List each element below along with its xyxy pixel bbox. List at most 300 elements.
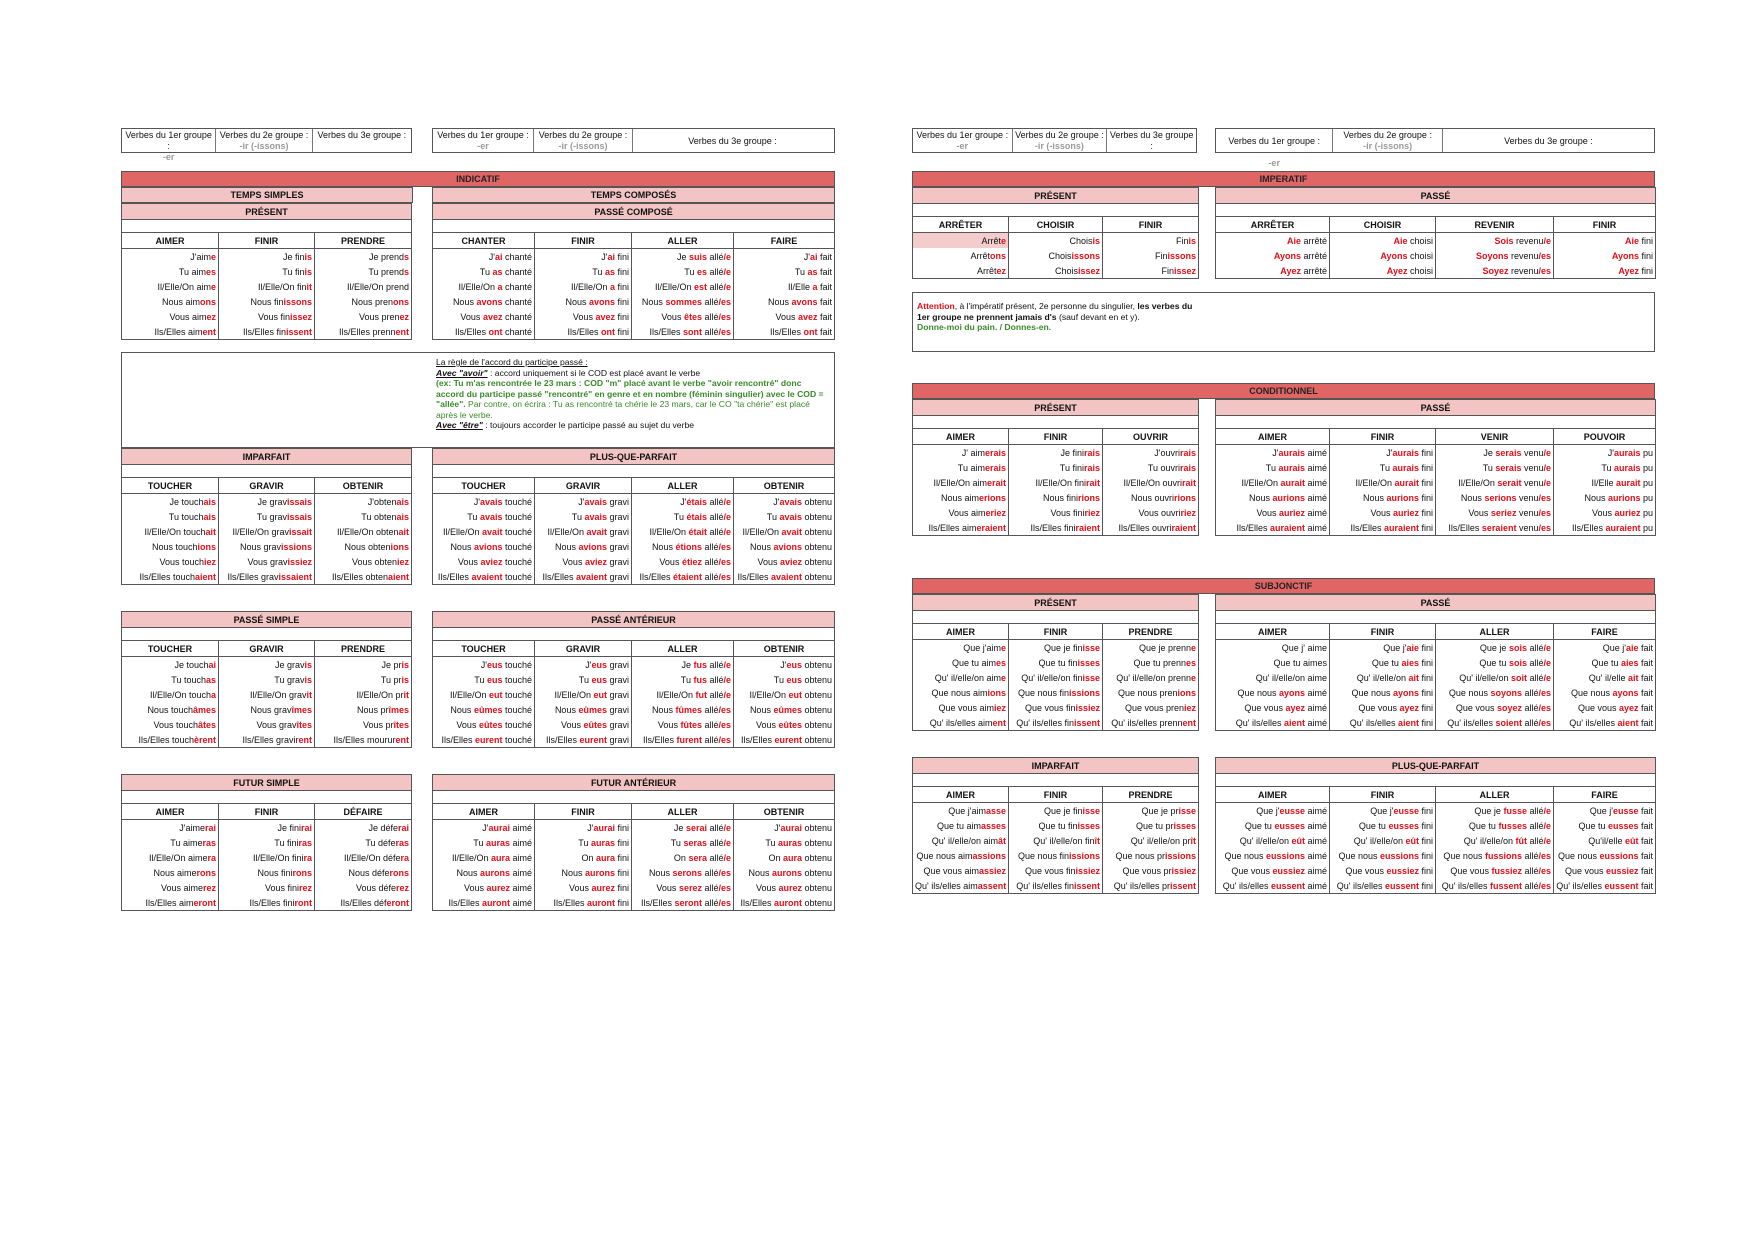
indicatif-present-row bbox=[122, 309, 412, 324]
indicatif-imparfait-cell: Il/Elle/On gravissait bbox=[219, 524, 315, 539]
spacer bbox=[1216, 611, 1656, 624]
indicatif-passe-compose-cell: Nous avons fait bbox=[734, 294, 835, 309]
conditionnel-passe-cell: J'aurais fini bbox=[1330, 445, 1436, 461]
subjonctif-plus-que-parfait-row bbox=[1216, 848, 1656, 863]
conditionnel-passe-cell: Ils/Elles seraient venu/es bbox=[1436, 520, 1554, 536]
indicatif-futur-simple-title: FUTUR SIMPLE bbox=[122, 775, 412, 791]
indicatif-passe-simple-cell: Vous gravîtes bbox=[219, 717, 315, 732]
subjonctif-imparfait-cell: Que nous finissions bbox=[1009, 848, 1103, 863]
imperatif-passe-cell: Ayons fini bbox=[1554, 248, 1656, 263]
indicatif-passe-simple-cell: Je gravis bbox=[219, 657, 315, 673]
spacer bbox=[913, 416, 1199, 429]
indicatif-plus-que-parfait-table bbox=[432, 448, 835, 585]
indicatif-plus-que-parfait-cell: Tu avais obtenu bbox=[734, 509, 835, 524]
indicatif-passe-simple-cell: Nous gravîmes bbox=[219, 702, 315, 717]
subjonctif-passe-cell: Que nous ayons fini bbox=[1330, 685, 1436, 700]
indicatif-futur-simple-table bbox=[121, 774, 412, 911]
subjonctif-imparfait-cell: Que j'aimasse bbox=[913, 803, 1009, 819]
conditionnel-passe-cell: Ils/Elles auraient aimé bbox=[1216, 520, 1330, 536]
indicatif-plus-que-parfait-cell: Ils/Elles avaient gravi bbox=[535, 569, 632, 585]
indicatif-plus-que-parfait-row bbox=[433, 554, 835, 569]
subjonctif-present-cell: Qu' ils/elles aiment bbox=[913, 715, 1009, 731]
indicatif-futur-anterieur-cell: Tu auras fini bbox=[535, 835, 632, 850]
indicatif-futur-anterieur-row bbox=[433, 865, 835, 880]
subjonctif-passe-cell: Qu' ils/elles soient allé/es bbox=[1436, 715, 1554, 731]
subjonctif-present-cell: Que tu aimes bbox=[913, 655, 1009, 670]
imperatif-passe-cell: Soyez revenu/es bbox=[1436, 263, 1554, 279]
subjonctif-imparfait-table bbox=[912, 757, 1199, 894]
indicatif-passe-compose-cell: Ils/Elles ont chanté bbox=[433, 324, 535, 340]
indicatif-passe-simple-cell: Ils/Elles gravirent bbox=[219, 732, 315, 748]
conditionnel-passe-cell: Nous serions venu/es bbox=[1436, 490, 1554, 505]
subjonctif-present-table bbox=[912, 594, 1199, 731]
indicatif-passe-compose-cell: Nous sommes allé/es bbox=[632, 294, 734, 309]
indicatif-passe-anterieur-cell: Il/Elle/On fut allé/e bbox=[632, 687, 734, 702]
legend-group-2 bbox=[432, 128, 835, 153]
indicatif-futur-simple-row bbox=[122, 880, 412, 895]
indicatif-futur-anterieur-cell: Ils/Elles auront obtenu bbox=[734, 895, 835, 911]
indicatif-plus-que-parfait-cell: Ils/Elles étaient allé/es bbox=[632, 569, 734, 585]
subjonctif-imparfait-row bbox=[913, 878, 1199, 894]
indicatif-futur-anterieur-cell: Nous serons allé/es bbox=[632, 865, 734, 880]
indicatif-futur-simple-row bbox=[122, 895, 412, 911]
subjonctif-plus-que-parfait-row bbox=[1216, 818, 1656, 833]
conditionnel-present-table bbox=[912, 399, 1199, 536]
indicatif-futur-simple-cell: Ils/Elles aimeront bbox=[122, 895, 219, 911]
indicatif-futur-anterieur-row bbox=[433, 850, 835, 865]
subjonctif-plus-que-parfait-verb-header: FINIR bbox=[1330, 787, 1436, 803]
legend-group-1 bbox=[121, 128, 412, 162]
indicatif-passe-compose-cell: Nous avons fini bbox=[535, 294, 632, 309]
subjonctif-plus-que-parfait-cell: Que nous eussions fini bbox=[1330, 848, 1436, 863]
indicatif-futur-simple-cell: Vous aimerez bbox=[122, 880, 219, 895]
indicatif-passe-simple-row bbox=[122, 672, 412, 687]
legend-1er-groupe: Verbes du 1er groupe : -er bbox=[433, 129, 534, 152]
indicatif-passe-anterieur-cell: Ils/Elles eurent gravi bbox=[535, 732, 632, 748]
subjonctif-present-row bbox=[913, 670, 1199, 685]
indicatif-plus-que-parfait-row bbox=[433, 509, 835, 524]
indicatif-passe-anterieur-cell: Nous fûmes allé/es bbox=[632, 702, 734, 717]
indicatif-futur-simple-cell: Nous aimerons bbox=[122, 865, 219, 880]
indicatif-imparfait-row bbox=[122, 509, 412, 524]
subjonctif-present-verb-header: AIMER bbox=[913, 624, 1009, 640]
indicatif-present-cell: Ils/Elles aiment bbox=[122, 324, 219, 340]
indicatif-passe-anterieur-cell: Tu eus obtenu bbox=[734, 672, 835, 687]
indicatif-futur-simple-verb-header: DÉFAIRE bbox=[315, 804, 412, 820]
indicatif-present-cell: Nous finissons bbox=[219, 294, 315, 309]
subjonctif-passe-row bbox=[1216, 700, 1656, 715]
imperatif-passe-table bbox=[1215, 187, 1656, 279]
subjonctif-plus-que-parfait-cell: Que tu eusses fait bbox=[1554, 818, 1656, 833]
subjonctif-passe-verb-header: ALLER bbox=[1436, 624, 1554, 640]
indicatif-plus-que-parfait-title: PLUS-QUE-PARFAIT bbox=[433, 449, 835, 465]
indicatif-passe-compose-cell: J'ai fini bbox=[535, 249, 632, 265]
conditionnel-present-cell: Je finirais bbox=[1009, 445, 1103, 461]
conditionnel-passe-cell: Nous aurions aimé bbox=[1216, 490, 1330, 505]
subjonctif-present-cell: Qu' il/elle/on finisse bbox=[1009, 670, 1103, 685]
subjonctif-imparfait-cell: Que nous prissions bbox=[1103, 848, 1199, 863]
indicatif-imparfait-cell: Je touchais bbox=[122, 494, 219, 510]
indicatif-present-cell: Je finis bbox=[219, 249, 315, 265]
subjonctif-present-row bbox=[913, 640, 1199, 656]
indicatif-present-row bbox=[122, 264, 412, 279]
indicatif-plus-que-parfait-verb-header: ALLER bbox=[632, 478, 734, 494]
subjonctif-passe-verb-header: FINIR bbox=[1330, 624, 1436, 640]
conditionnel-passe-cell: Vous seriez venu/es bbox=[1436, 505, 1554, 520]
indicatif-passe-simple-verb-header: GRAVIR bbox=[219, 641, 315, 657]
subjonctif-plus-que-parfait-cell: Qu' il/elle/on fût allé/e bbox=[1436, 833, 1554, 848]
indicatif-futur-anterieur-cell: Vous serez allé/es bbox=[632, 880, 734, 895]
indicatif-passe-anterieur-cell: Ils/Elles furent allé/es bbox=[632, 732, 734, 748]
subjonctif-present-cell: Que je prenne bbox=[1103, 640, 1199, 656]
indicatif-imparfait-cell: Ils/Elles gravissaient bbox=[219, 569, 315, 585]
indicatif-plus-que-parfait-verb-header: TOUCHER bbox=[433, 478, 535, 494]
note-etre: Avec "être" : toujours accorder le participe passé au sujet du verbe bbox=[436, 420, 695, 430]
indicatif-passe-anterieur-cell: J'eus touché bbox=[433, 657, 535, 673]
subjonctif-passe-row bbox=[1216, 685, 1656, 700]
indicatif-futur-anterieur-cell: Vous aurez obtenu bbox=[734, 880, 835, 895]
indicatif-futur-anterieur-verb-header: ALLER bbox=[632, 804, 734, 820]
indicatif-futur-anterieur-cell: Vous aurez fini bbox=[535, 880, 632, 895]
indicatif-futur-simple-cell: Tu aimeras bbox=[122, 835, 219, 850]
indicatif-passe-compose-cell: Ils/Elles ont fini bbox=[535, 324, 632, 340]
conditionnel-bar: CONDITIONNEL bbox=[912, 383, 1655, 399]
indicatif-futur-anterieur-cell: Tu seras allé/e bbox=[632, 835, 734, 850]
indicatif-plus-que-parfait-cell: J'avais obtenu bbox=[734, 494, 835, 510]
subjonctif-passe-table bbox=[1215, 594, 1656, 731]
note-avoir: Avec "avoir" : accord uniquement si le COD est placé avant le verbe bbox=[436, 367, 701, 378]
imperatif-passe-verb-header: FINIR bbox=[1554, 217, 1656, 233]
indicatif-passe-compose-cell: Tu as fait bbox=[734, 264, 835, 279]
indicatif-imparfait-cell: Vous obteniez bbox=[315, 554, 412, 569]
indicatif-futur-anterieur-cell: Vous aurez aimé bbox=[433, 880, 535, 895]
subjonctif-imparfait-cell: Que je prisse bbox=[1103, 803, 1199, 819]
conditionnel-passe-cell: Tu aurais aimé bbox=[1216, 460, 1330, 475]
indicatif-futur-simple-cell: Ils/Elles déferont bbox=[315, 895, 412, 911]
conditionnel-passe-verb-header: POUVOIR bbox=[1554, 429, 1656, 445]
indicatif-imparfait-verb-header: TOUCHER bbox=[122, 478, 219, 494]
conditionnel-present-row bbox=[913, 490, 1199, 505]
imperatif-present-cell: Finissons bbox=[1103, 248, 1199, 263]
indicatif-futur-simple-cell: Il/Elle/On finira bbox=[219, 850, 315, 865]
subjonctif-passe-cell: Que nous ayons fait bbox=[1554, 685, 1656, 700]
indicatif-passe-compose-cell: Vous êtes allé/es bbox=[632, 309, 734, 324]
conditionnel-passe-cell: Ils/Elles auraient fini bbox=[1330, 520, 1436, 536]
subjonctif-present-cell: Que nous finissions bbox=[1009, 685, 1103, 700]
indicatif-passe-compose-cell: Vous avez chanté bbox=[433, 309, 535, 324]
indicatif-plus-que-parfait-cell: Tu avais touché bbox=[433, 509, 535, 524]
indicatif-passe-anterieur-verb-header: OBTENIR bbox=[734, 641, 835, 657]
indicatif-passe-simple-cell: Vous prîtes bbox=[315, 717, 412, 732]
indicatif-plus-que-parfait-row bbox=[433, 539, 835, 554]
indicatif-passe-simple-cell: Je pris bbox=[315, 657, 412, 673]
conditionnel-present-cell: Ils/Elles finiraient bbox=[1009, 520, 1103, 536]
conditionnel-present-cell: J' aimerais bbox=[913, 445, 1009, 461]
subjonctif-passe-cell: Que j' aime bbox=[1216, 640, 1330, 656]
indicatif-futur-anterieur-verb-header: OBTENIR bbox=[734, 804, 835, 820]
indicatif-present-cell: Il/Elle/On prend bbox=[315, 279, 412, 294]
subjonctif-imparfait-cell: Que vous aimassiez bbox=[913, 863, 1009, 878]
conditionnel-passe-cell: Il/Elle/On aurait fini bbox=[1330, 475, 1436, 490]
imperatif-present-verb-header: CHOISIR bbox=[1009, 217, 1103, 233]
subjonctif-passe-cell: Que tu aies fait bbox=[1554, 655, 1656, 670]
indicatif-bar: INDICATIF bbox=[121, 171, 835, 187]
subjonctif-plus-que-parfait-row bbox=[1216, 833, 1656, 848]
legend-1er-groupe: Verbes du 1er groupe : -er bbox=[122, 129, 216, 152]
conditionnel-present-cell: Nous finirions bbox=[1009, 490, 1103, 505]
indicatif-imparfait-cell: Vous touchiez bbox=[122, 554, 219, 569]
indicatif-present-cell: Tu aimes bbox=[122, 264, 219, 279]
subjonctif-imparfait-verb-header: FINIR bbox=[1009, 787, 1103, 803]
indicatif-passe-compose-verb-header: CHANTER bbox=[433, 233, 535, 249]
note-title: La règle de l'accord du participe passé : bbox=[436, 357, 588, 367]
indicatif-futur-anterieur-verb-header: AIMER bbox=[433, 804, 535, 820]
indicatif-futur-anterieur-cell: Ils/Elles auront fini bbox=[535, 895, 632, 911]
imperatif-present-table bbox=[912, 187, 1199, 279]
indicatif-passe-simple-cell: Tu touchas bbox=[122, 672, 219, 687]
indicatif-passe-anterieur-verb-header: GRAVIR bbox=[535, 641, 632, 657]
indicatif-futur-anterieur-row bbox=[433, 880, 835, 895]
subjonctif-plus-que-parfait-cell: Que vous fussiez allé/es bbox=[1436, 863, 1554, 878]
indicatif-passe-anterieur-verb-header: TOUCHER bbox=[433, 641, 535, 657]
subjonctif-passe-cell: Qu' il/elle/on aime bbox=[1216, 670, 1330, 685]
indicatif-passe-simple-title: PASSÉ SIMPLE bbox=[122, 612, 412, 628]
indicatif-passe-anterieur-cell: Je fus allé/e bbox=[632, 657, 734, 673]
subjonctif-passe-cell: Qu' il/elle/on ait fini bbox=[1330, 670, 1436, 685]
imperatif-present-cell: Arrêtez bbox=[913, 263, 1009, 279]
imperatif-note: Attention, à l'impératif présent, 2e personne du singulier, les verbes du 1er groupe ne prennent jamais d's (sauf devant en et y). Donne-moi du pain. / Donnes-en. bbox=[912, 292, 1655, 352]
indicatif-imparfait-cell: Il/Elle/On touchait bbox=[122, 524, 219, 539]
indicatif-plus-que-parfait-cell: Nous étions allé/es bbox=[632, 539, 734, 554]
conditionnel-passe-row bbox=[1216, 505, 1656, 520]
indicatif-passe-anterieur-cell: Nous eûmes touché bbox=[433, 702, 535, 717]
indicatif-futur-anterieur-table bbox=[432, 774, 835, 911]
indicatif-imparfait-cell: J'obtenais bbox=[315, 494, 412, 510]
subjonctif-passe-cell: Qu' il/elle/on soit allé/e bbox=[1436, 670, 1554, 685]
conditionnel-present-title: PRÉSENT bbox=[913, 400, 1199, 416]
subjonctif-passe-cell: Que j'aie fini bbox=[1330, 640, 1436, 656]
indicatif-futur-simple-verb-header: FINIR bbox=[219, 804, 315, 820]
imperatif-passe-cell: Ayez choisi bbox=[1330, 263, 1436, 279]
legend-3e-groupe: Verbes du 3e groupe : bbox=[317, 130, 407, 140]
conditionnel-present-row bbox=[913, 445, 1199, 461]
indicatif-present-cell: Ils/Elles finissent bbox=[219, 324, 315, 340]
subjonctif-plus-que-parfait-cell: Qu' il/elle/on eût aimé bbox=[1216, 833, 1330, 848]
indicatif-futur-simple-cell: Je finirai bbox=[219, 820, 315, 836]
subjonctif-passe-cell: Que tu aies fini bbox=[1330, 655, 1436, 670]
indicatif-imparfait-row bbox=[122, 554, 412, 569]
indicatif-passe-anterieur-cell: Vous fûtes allé/es bbox=[632, 717, 734, 732]
spacer bbox=[1216, 416, 1656, 429]
subjonctif-passe-cell: Que tu sois allé/e bbox=[1436, 655, 1554, 670]
subjonctif-plus-que-parfait-cell: Que nous fussions allé/es bbox=[1436, 848, 1554, 863]
subjonctif-present-cell: Que tu finisses bbox=[1009, 655, 1103, 670]
subjonctif-passe-cell: Que nous soyons allé/es bbox=[1436, 685, 1554, 700]
indicatif-imparfait-cell: Nous gravissions bbox=[219, 539, 315, 554]
conditionnel-present-verb-header: FINIR bbox=[1009, 429, 1103, 445]
conditionnel-present-verb-header: OUVRIR bbox=[1103, 429, 1199, 445]
subjonctif-plus-que-parfait-cell: Qu'il/elle eût fait bbox=[1554, 833, 1656, 848]
subjonctif-present-cell: Qu' il/elle/on prenne bbox=[1103, 670, 1199, 685]
indicatif-passe-anterieur-cell: Ils/Elles eurent touché bbox=[433, 732, 535, 748]
conditionnel-passe-cell: Je serais venu/e bbox=[1436, 445, 1554, 461]
indicatif-futur-anterieur-row bbox=[433, 835, 835, 850]
subjonctif-imparfait-cell: Que je finisse bbox=[1009, 803, 1103, 819]
conditionnel-passe-table bbox=[1215, 399, 1656, 536]
imperatif-passe-cell: Aie arrêté bbox=[1216, 233, 1330, 249]
indicatif-passe-anterieur-title: PASSÉ ANTÉRIEUR bbox=[433, 612, 835, 628]
subjonctif-passe-cell: Que j'aie fait bbox=[1554, 640, 1656, 656]
indicatif-passe-compose-cell: Vous avez fait bbox=[734, 309, 835, 324]
subjonctif-present-row bbox=[913, 700, 1199, 715]
subjonctif-passe-cell: Que nous ayons aimé bbox=[1216, 685, 1330, 700]
indicatif-passe-anterieur-cell: Vous eûtes gravi bbox=[535, 717, 632, 732]
indicatif-passe-simple-cell: Ils/Elles touchèrent bbox=[122, 732, 219, 748]
subjonctif-plus-que-parfait-cell: Que vous eussiez fait bbox=[1554, 863, 1656, 878]
indicatif-passe-simple-row bbox=[122, 657, 412, 673]
subjonctif-imparfait-cell: Qu' il/elle/on finît bbox=[1009, 833, 1103, 848]
conditionnel-present-cell: Il/Elle/On ouvrirait bbox=[1103, 475, 1199, 490]
indicatif-passe-simple-cell: Je touchai bbox=[122, 657, 219, 673]
subjonctif-plus-que-parfait-cell: Que nous eussions aimé bbox=[1216, 848, 1330, 863]
subjonctif-passe-row bbox=[1216, 670, 1656, 685]
imperatif-present-row bbox=[913, 248, 1199, 263]
subjonctif-plus-que-parfait-cell: Qu' ils/elles eussent aimé bbox=[1216, 878, 1330, 894]
indicatif-imparfait-verb-header: OBTENIR bbox=[315, 478, 412, 494]
indicatif-passe-simple-cell: Tu pris bbox=[315, 672, 412, 687]
conditionnel-present-cell: Vous finiriez bbox=[1009, 505, 1103, 520]
indicatif-futur-anterieur-row bbox=[433, 895, 835, 911]
indicatif-imparfait-cell: Il/Elle/On obtenait bbox=[315, 524, 412, 539]
indicatif-futur-anterieur-cell: Nous aurons obtenu bbox=[734, 865, 835, 880]
indicatif-present-row bbox=[122, 249, 412, 265]
subjonctif-present-title: PRÉSENT bbox=[913, 595, 1199, 611]
subjonctif-imparfait-cell: Qu' il/elle/on prît bbox=[1103, 833, 1199, 848]
indicatif-plus-que-parfait-cell: Tu étais allé/e bbox=[632, 509, 734, 524]
conditionnel-present-row bbox=[913, 505, 1199, 520]
indicatif-passe-anterieur-row bbox=[433, 687, 835, 702]
indicatif-futur-anterieur-title: FUTUR ANTÉRIEUR bbox=[433, 775, 835, 791]
subjonctif-present-cell: Que nous prenions bbox=[1103, 685, 1199, 700]
indicatif-present-cell: J'aime bbox=[122, 249, 219, 265]
conditionnel-passe-cell: Vous auriez pu bbox=[1554, 505, 1656, 520]
indicatif-passe-anterieur-row bbox=[433, 717, 835, 732]
indicatif-futur-simple-cell: Ils/Elles finiront bbox=[219, 895, 315, 911]
indicatif-futur-simple-row bbox=[122, 865, 412, 880]
indicatif-present-cell: Il/Elle/On finit bbox=[219, 279, 315, 294]
imperatif-passe-verb-header: ARRÊTER bbox=[1216, 217, 1330, 233]
indicatif-plus-que-parfait-cell: Vous étiez allé/es bbox=[632, 554, 734, 569]
indicatif-plus-que-parfait-cell: Ils/Elles avaient obtenu bbox=[734, 569, 835, 585]
imperatif-present-title: PRÉSENT bbox=[913, 188, 1199, 204]
indicatif-passe-compose-row bbox=[433, 324, 835, 340]
indicatif-plus-que-parfait-cell: Nous avions obtenu bbox=[734, 539, 835, 554]
indicatif-present-cell: Vous prenez bbox=[315, 309, 412, 324]
spacer bbox=[913, 611, 1199, 624]
spacer bbox=[433, 791, 835, 804]
indicatif-futur-anterieur-cell: Ils/Elles auront aimé bbox=[433, 895, 535, 911]
legend-1er-groupe: Verbes du 1er groupe : -er bbox=[1216, 129, 1333, 152]
conditionnel-passe-cell: J'aurais pu bbox=[1554, 445, 1656, 461]
temps-composes-bar: TEMPS COMPOSÉS bbox=[432, 187, 835, 203]
legend-3e-groupe: Verbes du 3e groupe : bbox=[688, 136, 777, 146]
indicatif-passe-compose-cell: J'ai chanté bbox=[433, 249, 535, 265]
indicatif-passe-compose-cell: Il/Elle/On est allé/e bbox=[632, 279, 734, 294]
subjonctif-plus-que-parfait-cell: Qu' il/elle/on eût fini bbox=[1330, 833, 1436, 848]
subjonctif-plus-que-parfait-cell: Que tu eusses aimé bbox=[1216, 818, 1330, 833]
indicatif-passe-anterieur-row bbox=[433, 702, 835, 717]
imperatif-present-row bbox=[913, 233, 1199, 249]
legend-3e-groupe: Verbes du 3e groupe : bbox=[1109, 130, 1194, 151]
imperatif-present-cell: Choisissons bbox=[1009, 248, 1103, 263]
conditionnel-passe-row bbox=[1216, 475, 1656, 490]
indicatif-passe-simple-row bbox=[122, 687, 412, 702]
indicatif-plus-que-parfait-cell: Il/Elle/On avait obtenu bbox=[734, 524, 835, 539]
subjonctif-present-row bbox=[913, 685, 1199, 700]
conditionnel-passe-cell: Tu serais venu/e bbox=[1436, 460, 1554, 475]
indicatif-futur-anterieur-cell: J'aurai obtenu bbox=[734, 820, 835, 836]
subjonctif-passe-row bbox=[1216, 715, 1656, 731]
subjonctif-plus-que-parfait-cell: Que tu fusses allé/e bbox=[1436, 818, 1554, 833]
spacer bbox=[433, 220, 835, 233]
imperatif-passe-cell: Ayez fini bbox=[1554, 263, 1656, 279]
indicatif-plus-que-parfait-cell: Vous aviez gravi bbox=[535, 554, 632, 569]
indicatif-futur-anterieur-cell: On aura fini bbox=[535, 850, 632, 865]
indicatif-passe-anterieur-cell: Nous eûmes gravi bbox=[535, 702, 632, 717]
indicatif-imparfait-row bbox=[122, 494, 412, 510]
spacer bbox=[913, 774, 1199, 787]
indicatif-passe-compose-cell: Il/Elle/On a chanté bbox=[433, 279, 535, 294]
indicatif-imparfait-cell: Tu touchais bbox=[122, 509, 219, 524]
indicatif-passe-simple-cell: Nous prîmes bbox=[315, 702, 412, 717]
indicatif-passe-anterieur-cell: Vous eûtes touché bbox=[433, 717, 535, 732]
imperatif-bar: IMPERATIF bbox=[912, 171, 1655, 187]
indicatif-futur-anterieur-cell: Tu auras aimé bbox=[433, 835, 535, 850]
subjonctif-passe-cell: Qu' ils/elles aient fait bbox=[1554, 715, 1656, 731]
subjonctif-bar: SUBJONCTIF bbox=[912, 578, 1655, 594]
indicatif-futur-anterieur-cell: J'aurai fini bbox=[535, 820, 632, 836]
indicatif-passe-anterieur-cell: Tu eus touché bbox=[433, 672, 535, 687]
spacer bbox=[122, 465, 412, 478]
indicatif-futur-simple-cell: Je déferai bbox=[315, 820, 412, 836]
spacer bbox=[433, 628, 835, 641]
legend-3e-groupe: Verbes du 3e groupe : bbox=[1504, 136, 1593, 146]
indicatif-passe-anterieur-cell: Nous eûmes obtenu bbox=[734, 702, 835, 717]
spacer bbox=[122, 791, 412, 804]
indicatif-present-cell: Tu finis bbox=[219, 264, 315, 279]
indicatif-plus-que-parfait-cell: Nous avions gravi bbox=[535, 539, 632, 554]
imperatif-present-verb-header: FINIR bbox=[1103, 217, 1199, 233]
subjonctif-imparfait-cell: Que vous prissiez bbox=[1103, 863, 1199, 878]
subjonctif-plus-que-parfait-cell: Que je fusse allé/e bbox=[1436, 803, 1554, 819]
conditionnel-passe-title: PASSÉ bbox=[1216, 400, 1656, 416]
subjonctif-present-cell: Qu' ils/elles prennent bbox=[1103, 715, 1199, 731]
subjonctif-passe-cell: Que je sois allé/e bbox=[1436, 640, 1554, 656]
indicatif-futur-anterieur-cell: Ils/Elles seront allé/es bbox=[632, 895, 734, 911]
note-example: (ex: Tu m'as rencontrée le 23 mars : COD "m" placé avant le verbe "avoir rencontré" donc accord du participe passé "rencontré" en genre et en nombre (féminin singulier) avec le COD = "allée". Par contre, on écrira : Tu as rencontré ta chérie le 23 mars, car le CO "ta chérie" est placé après le verbe. bbox=[436, 378, 824, 420]
indicatif-futur-anterieur-cell: On sera allé/e bbox=[632, 850, 734, 865]
indicatif-plus-que-parfait-cell: Il/Elle/On avait touché bbox=[433, 524, 535, 539]
imperatif-passe-cell: Aie choisi bbox=[1330, 233, 1436, 249]
indicatif-passe-anterieur-cell: Il/Elle/On eut obtenu bbox=[734, 687, 835, 702]
conditionnel-present-cell: Vous ouvririez bbox=[1103, 505, 1199, 520]
subjonctif-plus-que-parfait-cell: Que vous eussiez aimé bbox=[1216, 863, 1330, 878]
indicatif-futur-simple-row bbox=[122, 835, 412, 850]
indicatif-futur-anterieur-verb-header: FINIR bbox=[535, 804, 632, 820]
conditionnel-passe-verb-header: AIMER bbox=[1216, 429, 1330, 445]
temps-simples-bar: TEMPS SIMPLES bbox=[121, 187, 413, 203]
indicatif-passe-anterieur-row bbox=[433, 672, 835, 687]
